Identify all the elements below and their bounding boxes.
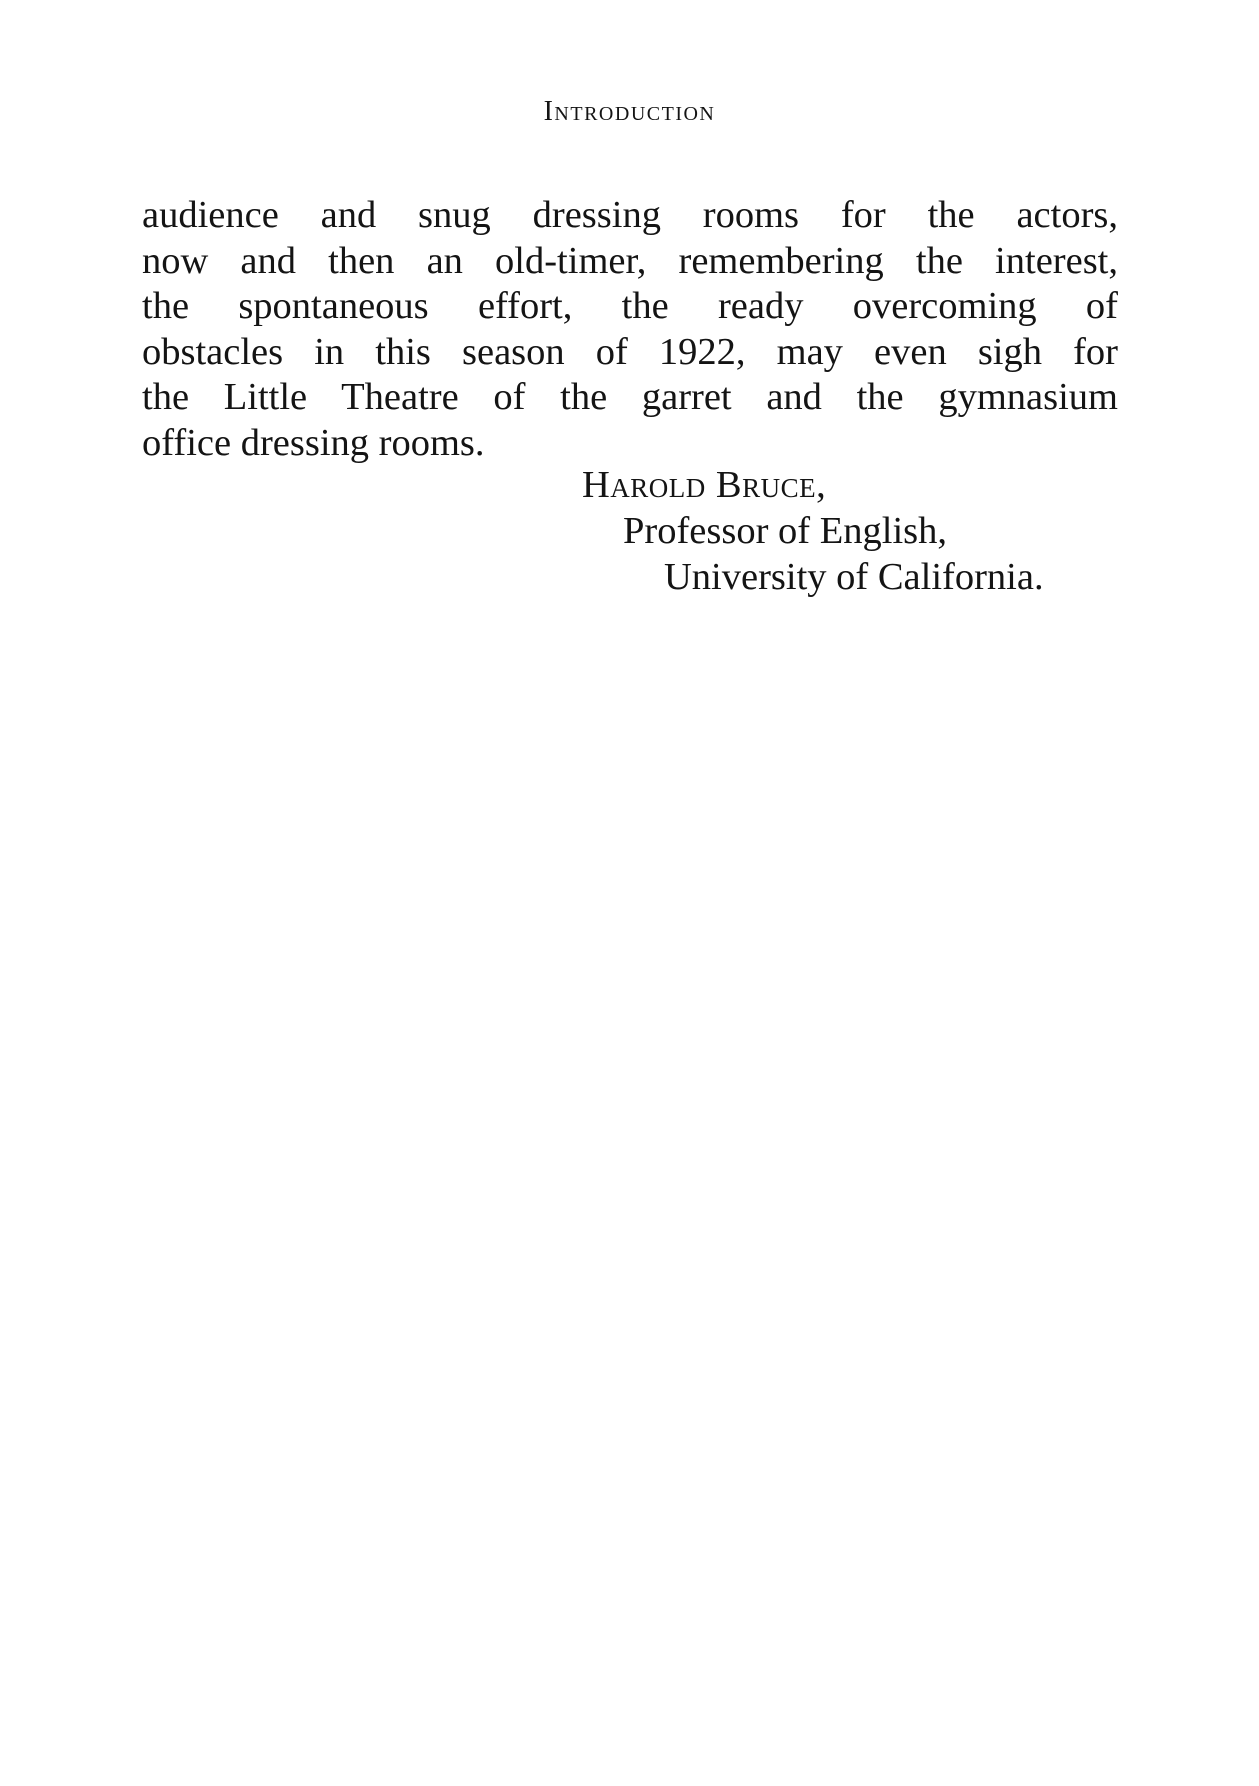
running-head: Introduction [543, 96, 716, 127]
signature-affiliation: University of California. [664, 556, 1044, 598]
text-line: the Little Theatre of the garret and the gymnasium [142, 376, 1118, 418]
signature-title: Professor of English, [623, 510, 948, 552]
text-line: office dressing rooms. [142, 421, 485, 464]
paragraph [142, 193, 1118, 466]
signature-name: Harold Bruce, [582, 464, 827, 506]
text-line: obstacles in this season of 1922, may even sigh for [142, 330, 1118, 373]
text-line: audience and snug dressing rooms for the actors, [142, 194, 1118, 236]
text-line: now and then an old-timer, remembering the interest, [142, 239, 1118, 282]
text-line: the spontaneous effort, the ready overcoming of [142, 285, 1118, 327]
